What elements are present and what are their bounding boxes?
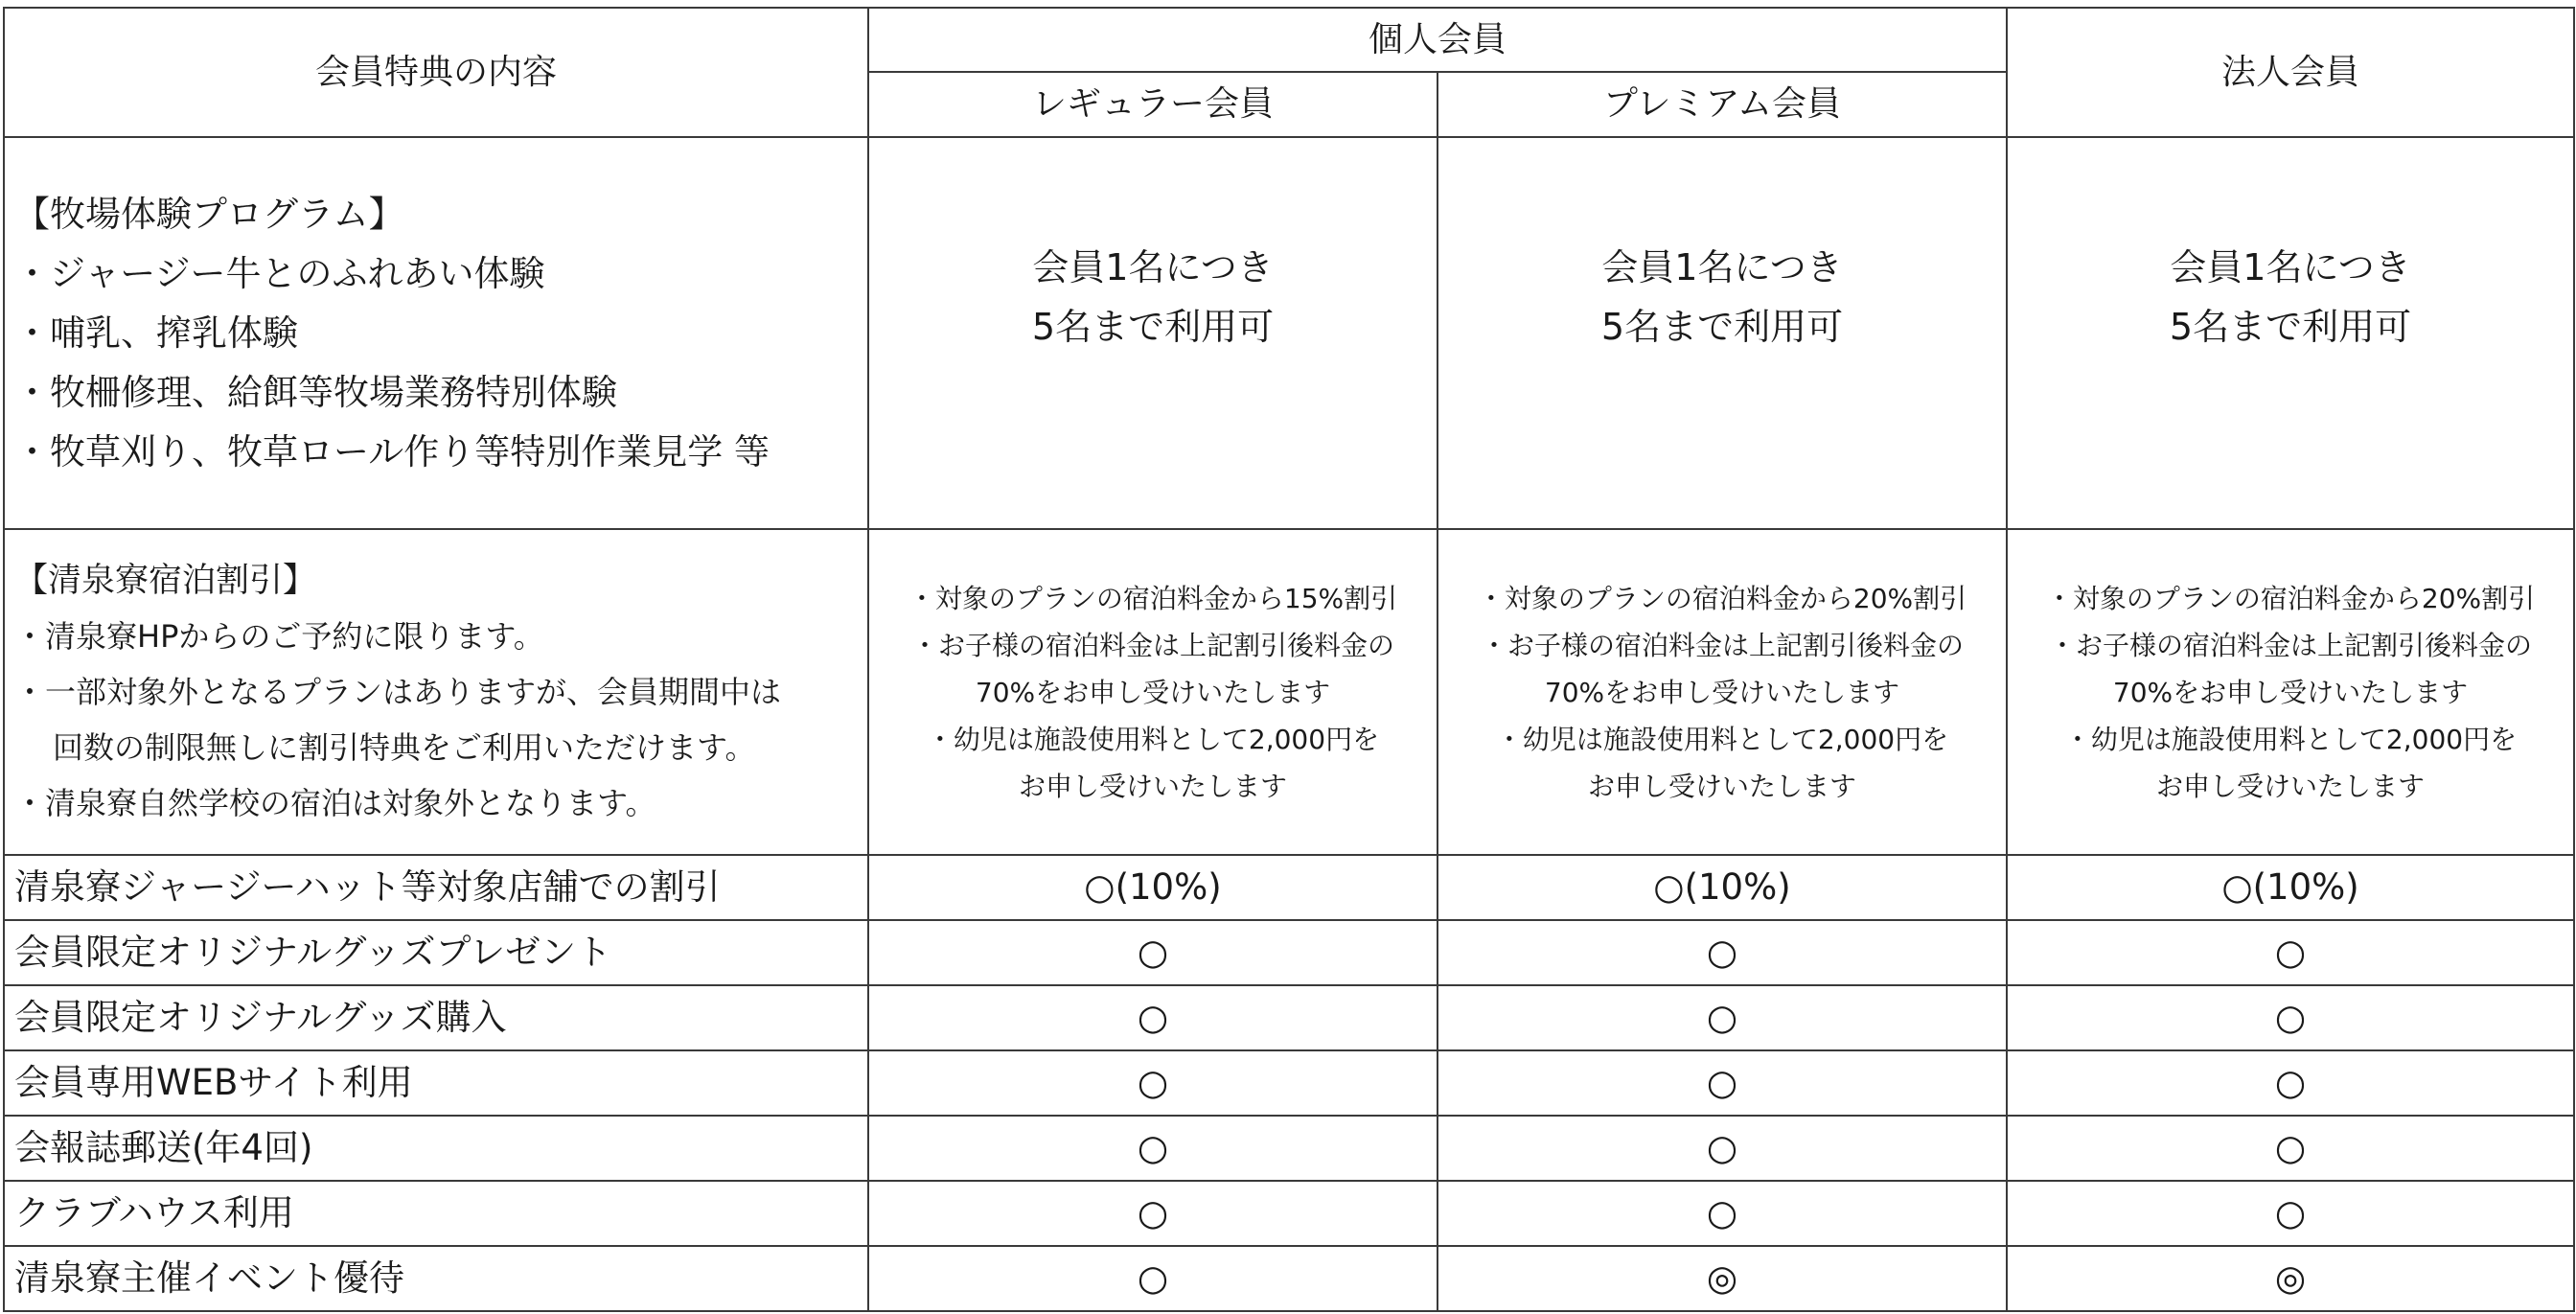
benefit-label: 会員限定オリジナルグッズプレゼント [4,920,868,985]
farm-regular-line: 会員1名につき [1032,245,1274,288]
stay-premium-line: ・対象のプランの宿泊料金から20%割引 [1477,582,1967,614]
stay-discount-item: 回数の制限無しに割引特典をご利用いただけます。 [53,729,756,766]
corporate-member-header [2007,8,2574,137]
farm-program-regular [868,137,1438,529]
stay-corporate-line: 70%をお申し受けいたします [2112,676,2469,708]
stay-discount-regular [868,529,1438,855]
benefit-label: 会員専用WEBサイト利用 [4,1050,868,1116]
regular-mark: ○ [868,920,1438,985]
regular-member-header-label: レギュラー会員 [1031,84,1274,124]
table-row [4,1050,2574,1116]
premium-mark: ○ [1438,920,2007,985]
stay-premium-line: ・お子様の宿泊料金は上記割引後料金の [1481,629,1965,661]
table-row [4,920,2574,985]
stay-discount-corporate [2007,529,2574,855]
stay-discount-premium [1438,529,2007,855]
stay-discount-item: ・一部対象外となるプランはありますが、会員期間中は [14,674,782,710]
stay-regular-line: ・お子様の宿泊料金は上記割引後料金の [910,629,1394,661]
premium-mark: ○ [1438,985,2007,1050]
corporate-mark: ○ [2007,920,2574,985]
premium-member-header [1438,72,2007,137]
benefit-label: 会報誌郵送(年4回) [4,1116,868,1181]
corporate-mark: ○ [2007,985,2574,1050]
stay-regular-line: お申し受けいたします [1018,770,1287,802]
farm-program-title: 【牧場体験プログラム】 [14,193,404,235]
farm-program-row [4,137,2574,529]
stay-corporate-line: ・対象のプランの宿泊料金から20%割引 [2045,582,2536,614]
stay-premium-line: お申し受けいたします [1588,770,1857,802]
stay-discount-title: 【清泉寮宿泊割引】 [14,562,317,600]
table-row [4,1246,2574,1311]
premium-member-header-label: プレミアム会員 [1602,84,1842,124]
benefit-label: 清泉寮主催イベント優待 [4,1246,868,1311]
table-row [4,855,2574,920]
stay-premium-line: 70%をお申し受けいたします [1544,676,1900,708]
farm-program-item: ・哺乳、搾乳体験 [14,311,298,354]
premium-mark: ○ [1438,1181,2007,1246]
corporate-mark: ◎ [2007,1246,2574,1311]
regular-mark: ○ [868,1246,1438,1311]
table-row [4,1116,2574,1181]
farm-program-premium [1438,137,2007,529]
regular-mark: ○ [868,1050,1438,1116]
regular-mark: ○ [868,985,1438,1050]
corporate-member-header-label: 法人会員 [2221,52,2360,92]
regular-mark: ○(10%) [868,855,1438,920]
header-row-1 [4,8,2574,72]
farm-corporate-line: 会員1名につき [2170,245,2411,288]
benefit-label: クラブハウス利用 [4,1181,868,1246]
premium-mark: ◎ [1438,1246,2007,1311]
premium-mark: ○(10%) [1438,855,2007,920]
farm-program-item: ・ジャージー牛とのふれあい体験 [14,252,545,294]
corporate-mark: ○ [2007,1181,2574,1246]
corporate-mark: ○(10%) [2007,855,2574,920]
stay-discount-row [4,529,2574,855]
stay-corporate-line: ・幼児は施設使用料として2,000円を [2063,723,2518,755]
benefit-label: 会員限定オリジナルグッズ購入 [4,985,868,1050]
farm-program-description [4,137,868,529]
regular-mark: ○ [868,1116,1438,1181]
stay-regular-line: ・対象のプランの宿泊料金から15%割引 [908,582,1398,614]
stay-discount-item: ・清泉寮自然学校の宿泊は対象外となります。 [14,785,656,821]
individual-member-header [868,8,2007,72]
table-row [4,985,2574,1050]
table-row [4,1181,2574,1246]
premium-mark: ○ [1438,1050,2007,1116]
farm-program-corporate [2007,137,2574,529]
farm-regular-line: 5名まで利用可 [1031,305,1275,348]
corporate-mark: ○ [2007,1050,2574,1116]
corporate-mark: ○ [2007,1116,2574,1181]
regular-mark: ○ [868,1181,1438,1246]
individual-member-header-label: 個人会員 [1368,19,1507,59]
farm-corporate-line: 5名まで利用可 [2169,305,2412,348]
stay-discount-description [4,529,868,855]
stay-premium-line: ・幼児は施設使用料として2,000円を [1495,723,1949,755]
regular-member-header [868,72,1438,137]
stay-regular-line: 70%をお申し受けいたします [975,676,1331,708]
stay-corporate-line: お申し受けいたします [2156,770,2426,802]
farm-program-item: ・牧草刈り、牧草ロール作り等特別作業見学 等 [14,430,770,473]
farm-premium-line: 会員1名につき [1601,245,1843,288]
premium-mark: ○ [1438,1116,2007,1181]
stay-regular-line: ・幼児は施設使用料として2,000円を [926,723,1380,755]
stay-corporate-line: ・お子様の宿泊料金は上記割引後料金の [2049,629,2533,661]
stay-discount-item: ・清泉寮HPからのご予約に限ります。 [14,618,544,655]
benefit-content-header-label: 会員特典の内容 [314,52,557,92]
benefit-content-header [4,8,868,137]
farm-program-item: ・牧柵修理、給餌等牧場業務特別体験 [14,371,617,413]
farm-premium-line: 5名まで利用可 [1600,305,1844,348]
benefit-label: 清泉寮ジャージーハット等対象店舗での割引 [4,855,868,920]
benefits-table [3,7,2575,1312]
